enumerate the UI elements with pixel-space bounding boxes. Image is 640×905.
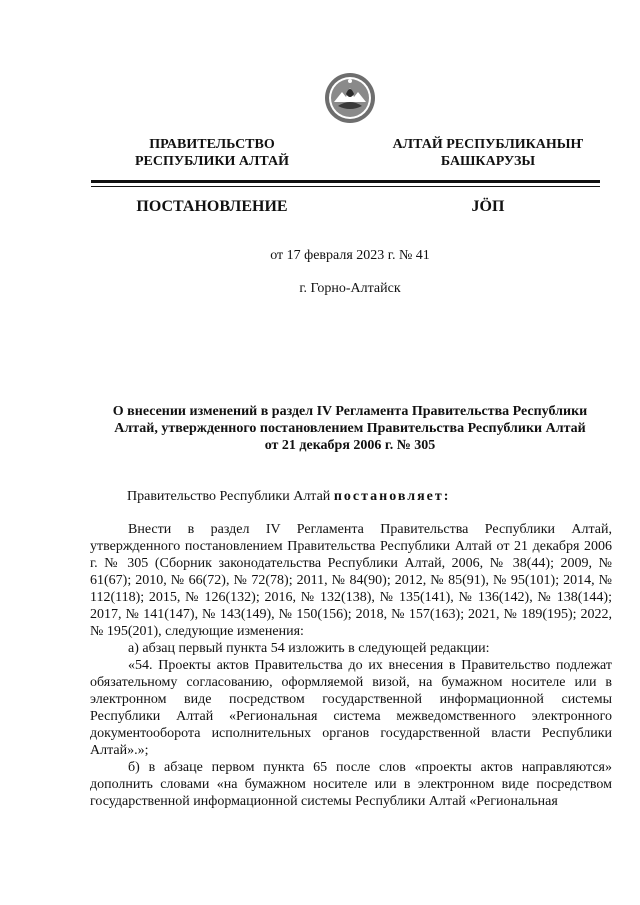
doc-type-russian: ПОСТАНОВЛЕНИЕ <box>136 198 288 215</box>
org-line: РЕСПУБЛИКИ АЛТАЙ <box>134 154 290 169</box>
org-line: ПРАВИТЕЛЬСТВО <box>149 137 275 152</box>
preamble-lead: Правительство Республики Алтай <box>127 489 331 504</box>
body-paragraph: б) в абзаце первом пункта 65 после слов «проекты актов направляются» дополнить словами «на бумажном носителе или в электронном виде посредством государственной информационной системы Республики Алтай «Региональная <box>90 760 612 809</box>
org-line: БАШКАРУЗЫ <box>440 154 536 169</box>
preamble-action: постановляет: <box>333 489 451 504</box>
title-line: О внесении изменений в раздел IV Регламента Правительства Республики <box>112 404 588 419</box>
header-rule-thick <box>91 180 600 183</box>
document-title <box>100 403 600 454</box>
date-number-line: от 17 февраля 2023 г. № 41 <box>270 248 430 263</box>
doc-type-altai: JÖП <box>471 198 505 215</box>
city-line: г. Горно-Алтайск <box>299 281 401 296</box>
title-line: от 21 декабря 2006 г. № 305 <box>264 438 436 453</box>
document-body <box>90 521 612 810</box>
title-line: Алтай, утвержденного постановлением Правительства Республики Алтай <box>114 421 586 436</box>
body-paragraph: Внести в раздел IV Регламента Правительства Республики Алтай, утвержденного постановлением Правительства Республики Алтай от 21 декабря 2006 г. № 305 (Сборник законодательства Республики Алтай, 2006, № 38(44); 2009, № 61(67); 2010, № 66(72), № 72(78); 2011, № 84(90); 2012, № 85(91), № 95(101); 2014, № 112(118); 2015, № 126(132); 2016, № 132(138), № 135(141), № 136(142), № 138(144); 2017, № 141(147), № 143(149), № 150(156); 2018, № 157(163); 2021, № 189(195); 2022, № 195(201), следующие изменения: <box>90 522 612 639</box>
government-name-russian <box>102 136 322 170</box>
government-name-altai <box>378 136 598 170</box>
body-paragraph: «54. Проекты актов Правительства до их внесения в Правительство подлежат обязательному согласованию, оформляемой визой, на бумажном носителе или в электронном виде посредством государственной информационной системы Республики Алтай «Региональная система межведомственного электронного документооборота исполнительных органов государственной власти Республики Алтай».»; <box>90 658 612 758</box>
coat-of-arms-icon <box>324 72 376 124</box>
body-paragraph: а) абзац первый пункта 54 изложить в следующей редакции: <box>128 641 490 656</box>
header-rule-thin <box>91 186 600 187</box>
org-line: АЛТАЙ РЕСПУБЛИКАНЫҤ <box>392 137 584 152</box>
preamble <box>127 489 450 505</box>
